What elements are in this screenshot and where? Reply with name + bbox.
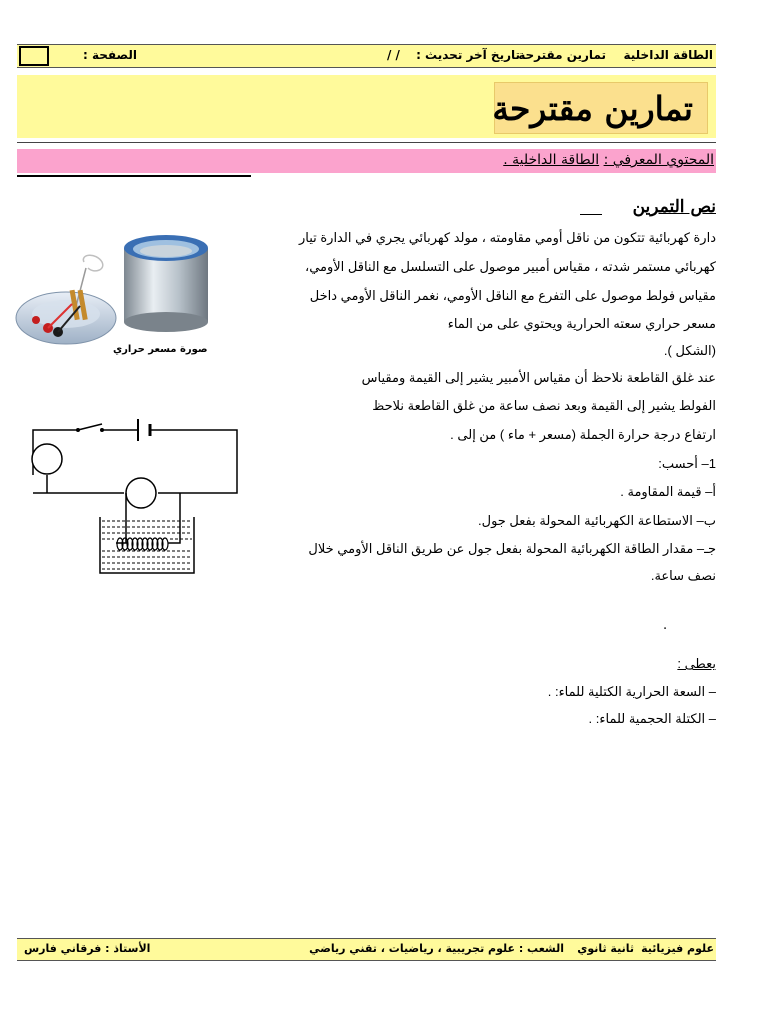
footer-level: ثانية ثانوي	[577, 942, 634, 955]
page-number-box	[19, 46, 49, 66]
ammeter-icon	[32, 444, 62, 474]
footer-strip	[17, 938, 716, 961]
question-item-continuation: نصف ساعة.	[650, 568, 716, 583]
circuit-wire	[150, 430, 237, 493]
header-date-value: / /	[387, 48, 400, 62]
footer-teacher: الأستاذ : فرقاني فارس	[24, 942, 151, 955]
header-strip	[17, 44, 716, 68]
resistor-coil-icon	[117, 538, 168, 550]
paragraph-line: عند غلق القاطعة نلاحظ أن مقياس الأمبير يشير إلى القيمة ومقياس	[361, 370, 716, 385]
exercise-heading: نص التمرين	[632, 197, 716, 217]
title-band	[17, 75, 716, 138]
calorimeter-lid	[16, 255, 116, 344]
footer-branches: الشعب : علوم تجريبية ، رياضيات ، تقني رياضي	[309, 942, 564, 955]
header-section: تمارين مقترحة	[518, 48, 606, 62]
header-update-label: تاريخ آخر تحديث :	[416, 48, 520, 62]
resistor-lead	[116, 493, 126, 543]
paragraph-line: كهربائي مستمر شدته ، مقياس أمبير موصول على التسلسل مع الناقل الأومي،	[305, 259, 716, 274]
content-underline	[17, 175, 251, 177]
content-line	[503, 152, 714, 168]
header-page-label: الصفحة :	[83, 48, 137, 62]
question-item: ب– الاستطاعة الكهربائية المحولة بفعل جول.	[478, 513, 716, 528]
switch-contact	[76, 428, 80, 432]
paragraph-line: (الشكل ).	[663, 343, 716, 358]
header-chapter: الطاقة الداخلية	[623, 48, 713, 62]
paragraph-line: الفولط يشير إلى القيمة وبعد نصف ساعة من غلق القاطعة نلاحظ	[372, 398, 716, 413]
paragraph-line: مسعر حراري سعته الحرارية ويحتوي على من الماء	[447, 316, 716, 331]
switch-contact	[100, 428, 104, 432]
title-divider	[17, 142, 716, 143]
paragraph-line: دارة كهربائية تتكون من ناقل أومي مقاومته ، مولد كهربائي يجري في الدارة تيار	[298, 230, 716, 245]
content-band	[17, 149, 716, 173]
content-label: المحتوي المعرفي :	[603, 152, 714, 168]
photo-caption: صورة مسعر حراري	[113, 344, 208, 355]
question-item: أ– قيمة المقاومة .	[620, 484, 716, 499]
stray-dot: .	[663, 618, 668, 633]
footer-subject: علوم فيزيائية	[641, 942, 714, 955]
given-item: – الكتلة الحجمية للماء: .	[588, 711, 716, 726]
content-value: الطاقة الداخلية .	[503, 152, 600, 168]
given-item: – السعة الحرارية الكتلية للماء: .	[547, 684, 716, 699]
calorimeter-cup	[124, 235, 208, 332]
page-title: تمارين مقترحة	[492, 89, 693, 128]
exercise-heading-underline	[580, 214, 602, 215]
resistor-lead	[168, 493, 180, 543]
switch-icon	[78, 424, 102, 430]
question-item: جـ– مقدار الطاقة الكهربائية المحولة بفعل جول عن طريق الناقل الأومي خلال	[308, 541, 716, 556]
calorimeter-photo	[14, 228, 224, 358]
given-label: يعطى :	[677, 656, 716, 671]
title-box	[494, 82, 708, 134]
voltmeter-icon	[126, 478, 156, 508]
question-intro: 1– أحسب:	[658, 456, 716, 471]
paragraph-line: ارتفاع درجة حرارة الجملة (مسعر + ماء ) من إلى .	[450, 427, 716, 442]
paragraph-line: مقياس فولط موصول على التفرع مع الناقل الأومي، نغمر الناقل الأومي داخل	[309, 288, 716, 303]
circuit-diagram	[28, 405, 240, 580]
